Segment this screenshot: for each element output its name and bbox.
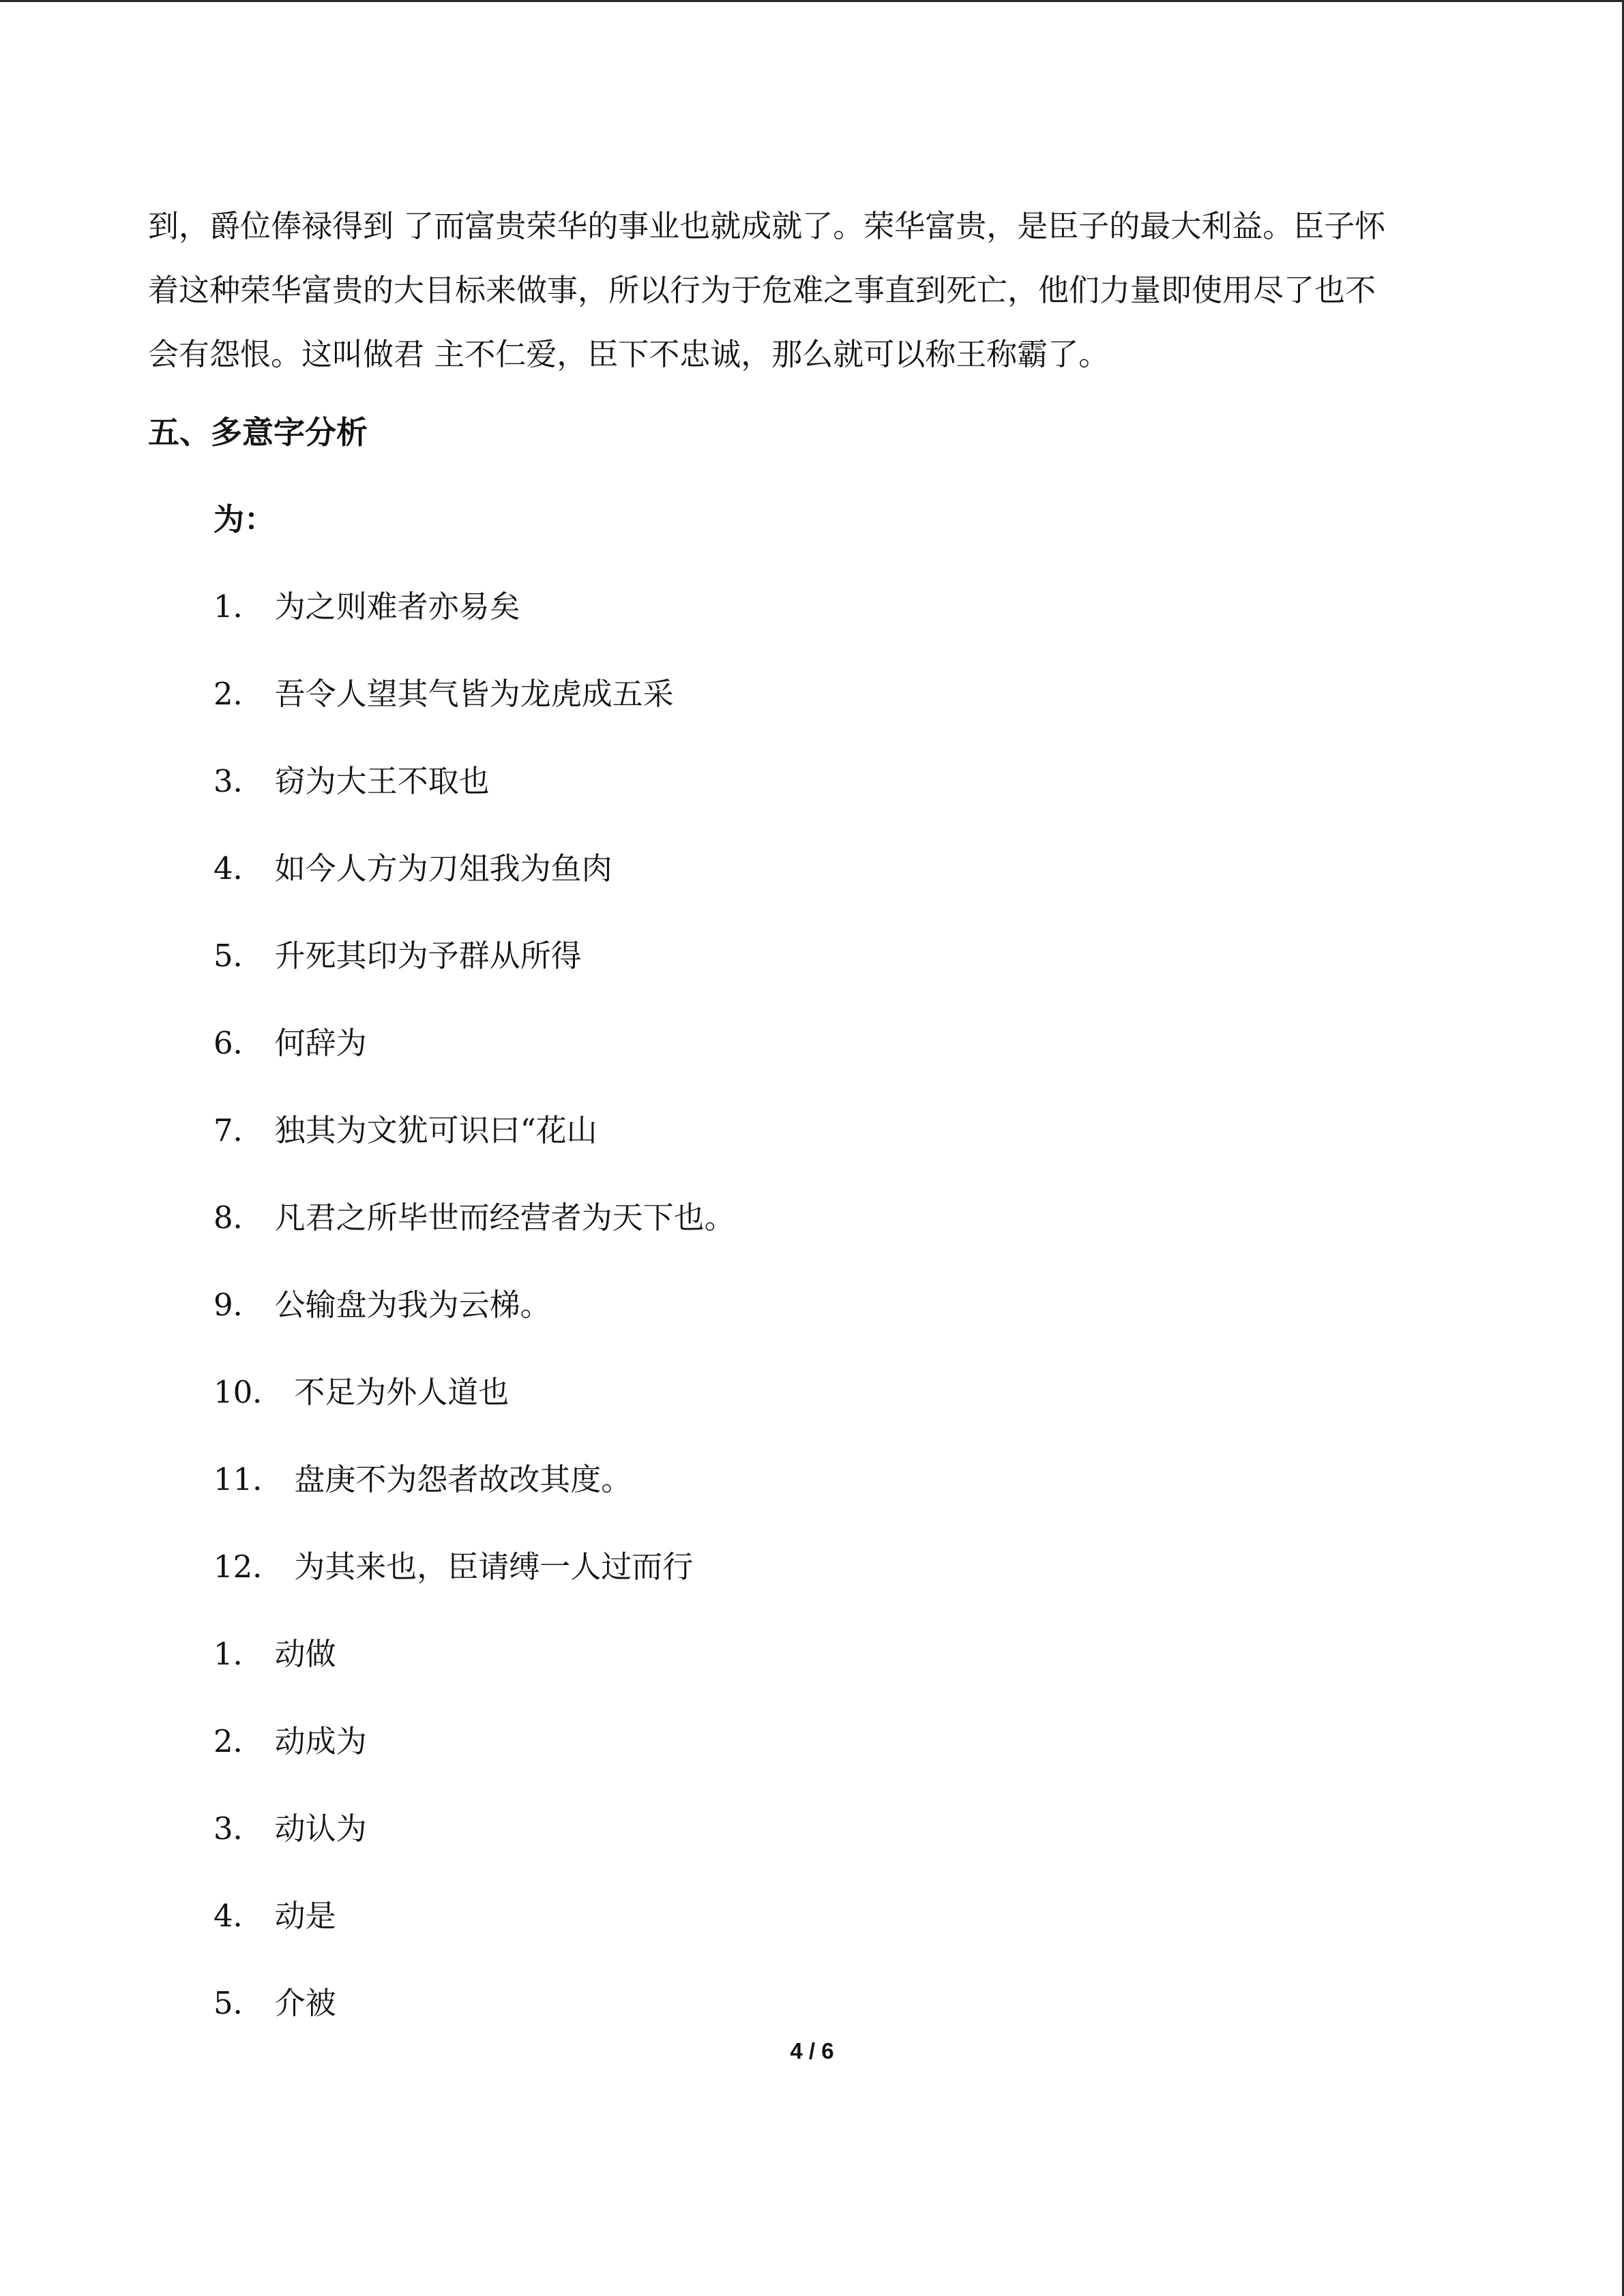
list-item (213, 1461, 1478, 1498)
list-item (213, 1374, 1478, 1411)
item-text: 吾令人望其气皆为龙虎成五采 (274, 676, 674, 712)
item-number: 2． (213, 1723, 264, 1759)
item-number: 5． (213, 938, 264, 974)
document-page (148, 208, 1478, 2022)
item-number: 8． (213, 1199, 264, 1236)
item-number: 1． (213, 588, 264, 625)
item-text: 如今人方为刀俎我为鱼肉 (274, 850, 612, 886)
item-number: 9． (213, 1287, 264, 1323)
list-item (213, 1199, 1478, 1236)
item-text: 动成为 (274, 1723, 367, 1759)
item-text: 独其为文犹可识曰“花山 (274, 1112, 597, 1148)
item-number: 5． (213, 1985, 264, 2021)
item-number: 4． (213, 850, 264, 886)
item-text: 不足为外人道也 (294, 1374, 510, 1410)
list-item (213, 588, 1478, 625)
item-text: 盘庚不为怨者故改其度。 (294, 1461, 632, 1497)
item-text: 公输盘为我为云梯。 (274, 1287, 551, 1323)
list-item (213, 1112, 1478, 1149)
item-text: 动做 (274, 1636, 336, 1672)
sub-heading: 为： (213, 501, 276, 537)
item-number: 3． (213, 1810, 264, 1847)
item-number: 7． (213, 1112, 264, 1148)
item-number: 12． (213, 1549, 284, 1585)
item-number: 1． (213, 1636, 264, 1672)
item-number: 4． (213, 1898, 264, 1934)
example-list (148, 588, 1478, 1585)
paragraph-line: 到，爵位俸禄得到 了而富贵荣华的事业也就成就了。荣华富贵，是臣子的最大利益。臣子怀 (148, 208, 1386, 244)
list-item (213, 1549, 1478, 1585)
page-number: 4 / 6 (790, 2038, 834, 2063)
list-item (213, 1025, 1478, 1062)
item-text: 动认为 (274, 1810, 367, 1847)
item-text: 为其来也，臣请缚一人过而行 (294, 1549, 694, 1585)
item-text: 窃为大王不取也 (274, 763, 490, 799)
answer-list (148, 1636, 1478, 2022)
item-text: 为之则难者亦易矣 (274, 588, 520, 625)
list-item (213, 676, 1478, 713)
paragraph-block (148, 208, 1478, 373)
paragraph-line: 会有怨恨。这叫做君 主不仁爱，臣下不忠诚，那么就可以称王称霸了。 (148, 336, 1110, 372)
item-text: 何辞为 (274, 1025, 367, 1061)
list-item (213, 1985, 1478, 2022)
item-number: 6． (213, 1025, 264, 1061)
item-number: 2． (213, 676, 264, 712)
list-item (213, 1287, 1478, 1324)
item-text: 介被 (274, 1985, 336, 2021)
top-border-line (0, 0, 1624, 2)
list-item (213, 1636, 1478, 1673)
paragraph-line: 着这种荣华富贵的大目标来做事，所以行为于危难之事直到死亡，他们力量即使用尽了也不 (148, 272, 1376, 308)
list-item (213, 1898, 1478, 1935)
item-number: 10． (213, 1374, 284, 1410)
item-text: 凡君之所毕世而经营者为天下也。 (274, 1199, 735, 1236)
item-text: 升死其印为予群从所得 (274, 938, 582, 974)
list-item (213, 938, 1478, 974)
item-number: 11． (213, 1461, 284, 1497)
list-item (213, 850, 1478, 887)
item-number: 3． (213, 763, 264, 799)
list-item (213, 1723, 1478, 1760)
section-heading: 五、多意字分析 (148, 414, 368, 451)
list-item (213, 763, 1478, 800)
list-item (213, 1810, 1478, 1847)
item-text: 动是 (274, 1898, 336, 1934)
